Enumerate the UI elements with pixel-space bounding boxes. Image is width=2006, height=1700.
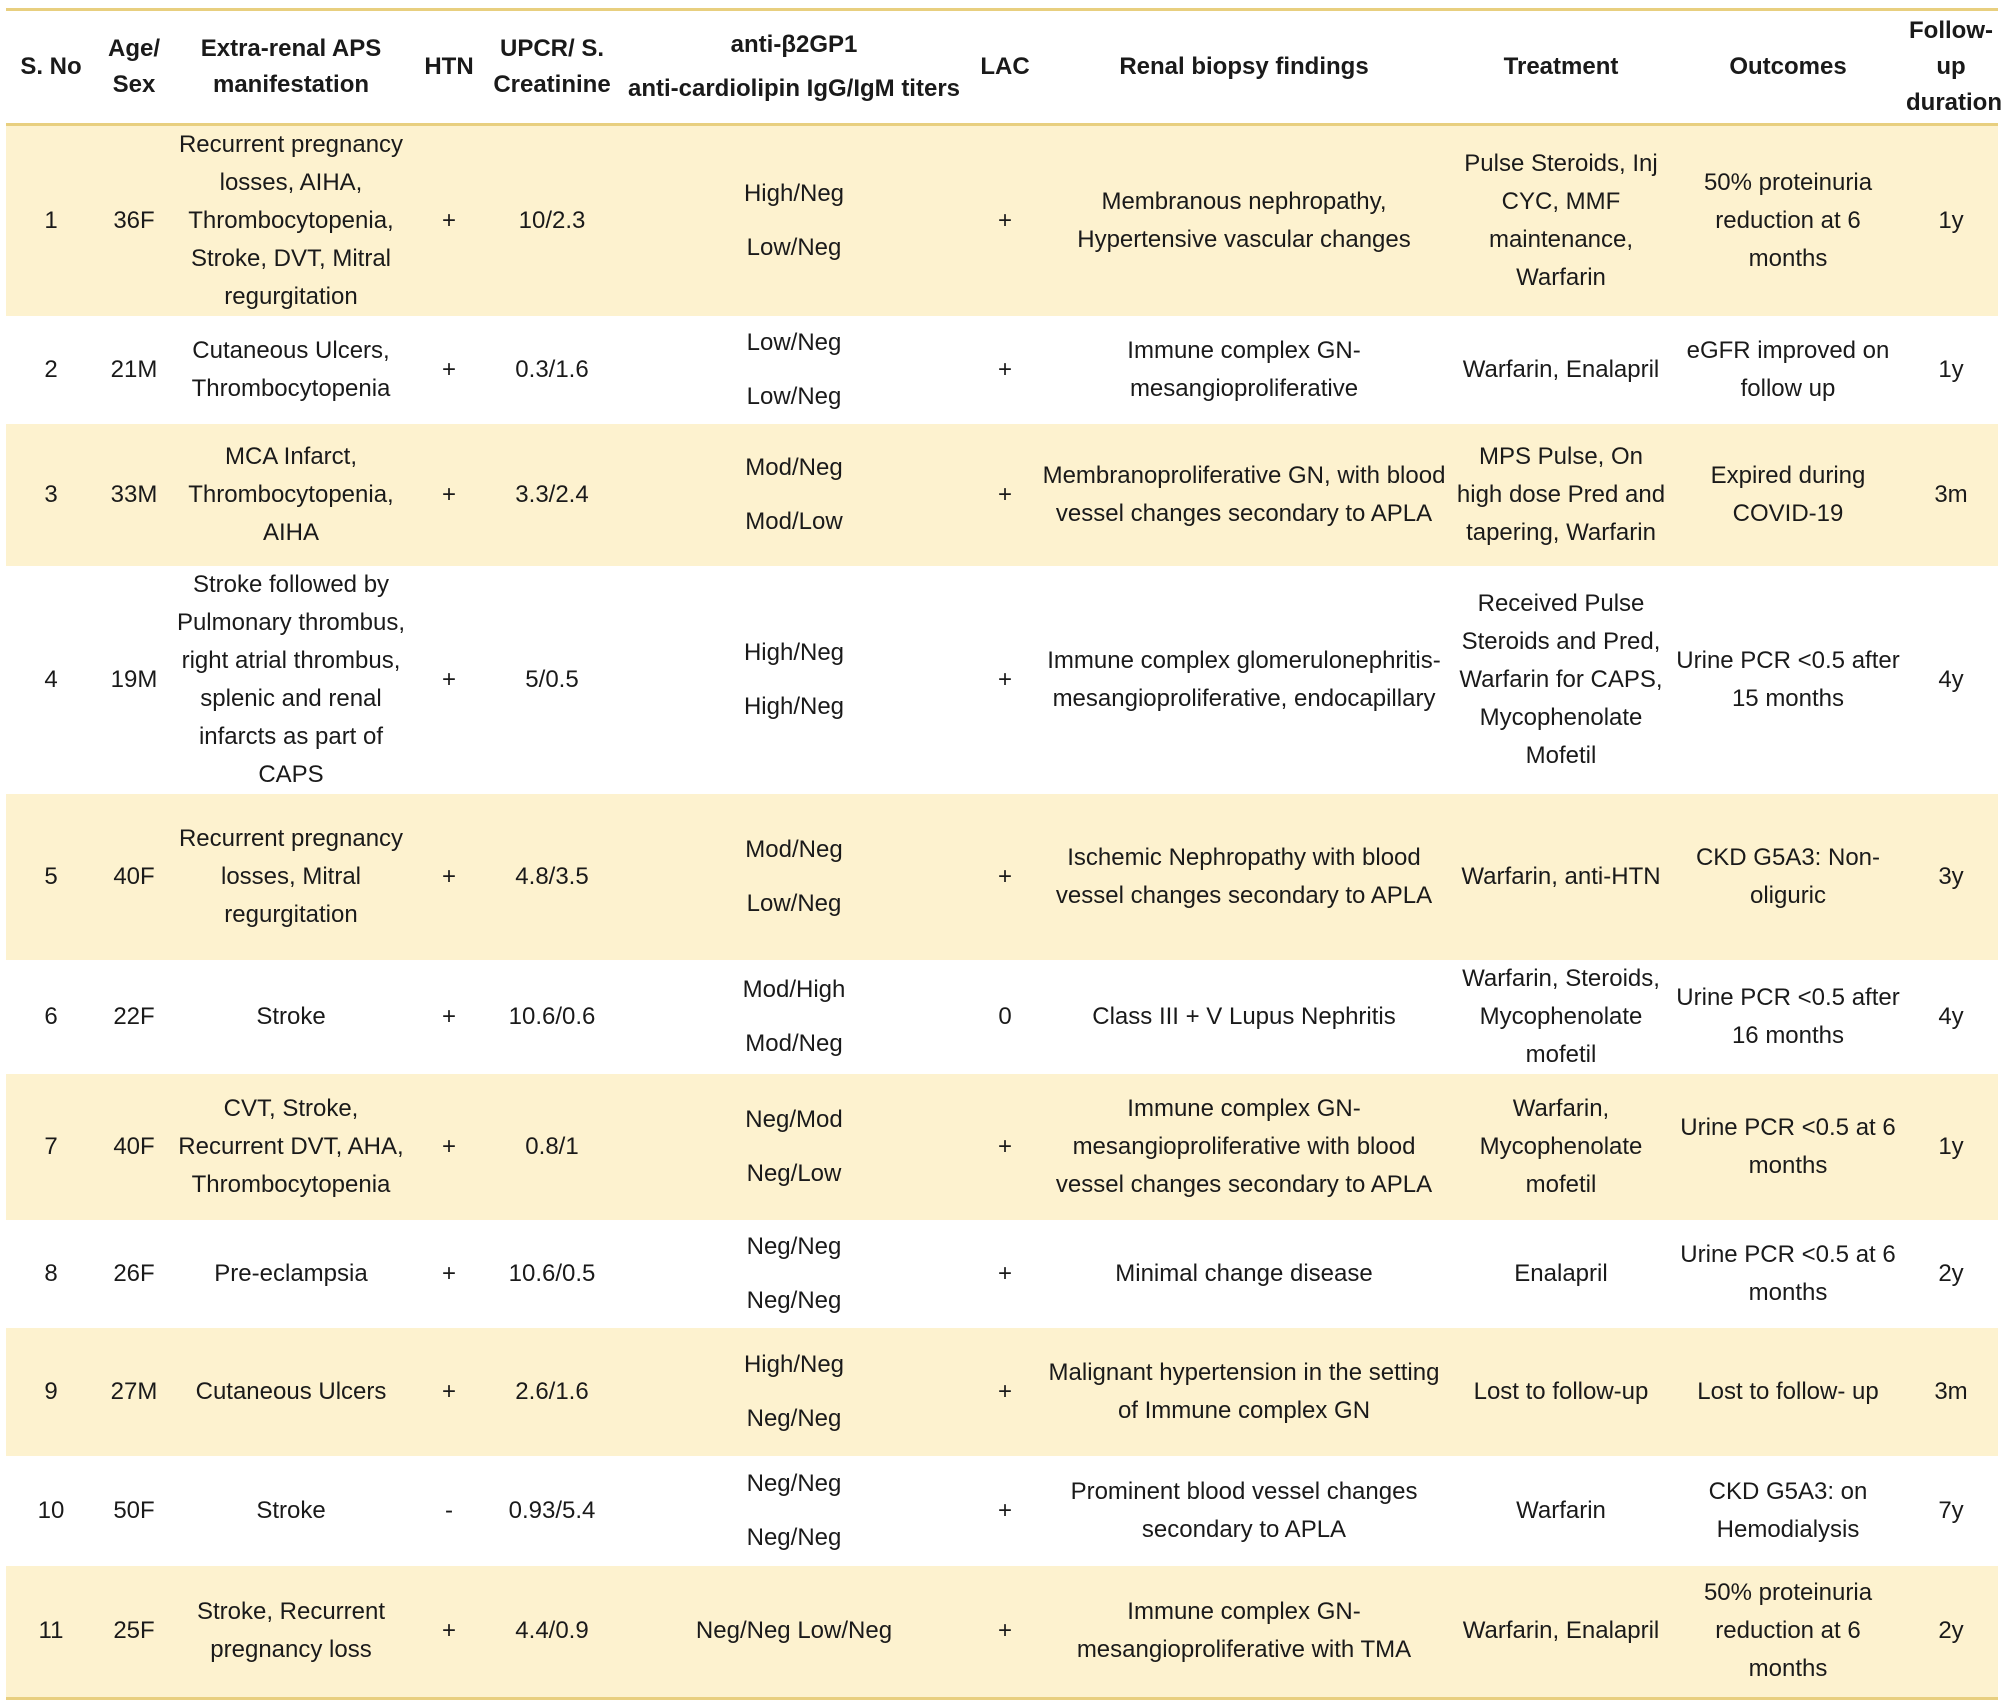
- cell-htn: -: [445, 1497, 453, 1524]
- cell-antibody: [616, 960, 972, 1074]
- cell-upcr: 0.93/5.4: [508, 1497, 596, 1524]
- table-header: [6, 10, 2002, 125]
- antibody-anticardiolipin: Mod/Neg: [745, 1030, 843, 1057]
- header-antibody-line2: anti-cardiolipin IgG/IgM titers: [627, 75, 960, 102]
- cell-treatment: Warfarin, Enalapril: [1450, 1566, 1672, 1698]
- cell-lac: +: [997, 356, 1012, 383]
- cell-treatment: Warfarin, Enalapril: [1462, 356, 1660, 383]
- antibody-anticardiolipin: Neg/Low: [746, 1160, 842, 1187]
- table-row: [6, 1074, 1998, 1220]
- cell-biopsy: Immune complex GN- mesangioproliferative with blood vessel changes secondary to APLA: [1038, 1074, 1450, 1220]
- cell-upcr: 3.3/2.4: [488, 424, 616, 566]
- cell-antibody: [616, 316, 972, 424]
- cell-lac: +: [997, 1497, 1012, 1524]
- antibody-anticardiolipin: Neg/Neg: [746, 1405, 842, 1432]
- cell-sno: 10: [37, 1497, 65, 1524]
- cell-htn: +: [441, 1003, 456, 1030]
- table-row: [6, 960, 1998, 1074]
- cell-lac: +: [997, 1260, 1012, 1287]
- cell-antibody: [616, 1220, 972, 1328]
- cell-extra-renal: Stroke: [256, 1497, 326, 1524]
- cell-outcome: Urine PCR <0.5 after 15 months: [1676, 647, 1900, 712]
- cell-htn: +: [410, 424, 488, 566]
- cell-htn: +: [410, 1566, 488, 1698]
- header-antibody: [616, 10, 972, 125]
- cell-lac: +: [972, 424, 1038, 566]
- cell-biopsy: Immune complex GN- mesangioproliferative: [1127, 337, 1361, 402]
- cell-followup: 1y: [1938, 356, 1964, 383]
- antibody-anticardiolipin: Low/Neg: [746, 383, 842, 410]
- antibody-beta2gp1: High/Neg: [743, 1351, 845, 1378]
- cell-age-sex: 33M: [96, 424, 172, 566]
- cell-antibody: [616, 794, 972, 960]
- cell-htn: +: [441, 666, 456, 693]
- cell-followup: 7y: [1938, 1497, 1964, 1524]
- cell-htn: +: [410, 1074, 488, 1220]
- cell-extra-renal: Pre-eclampsia: [214, 1260, 368, 1287]
- cell-outcome: Lost to follow- up: [1672, 1328, 1904, 1456]
- cell-age-sex: 25F: [96, 1566, 172, 1698]
- cell-lac: +: [997, 666, 1012, 693]
- header-followup: Follow-up duration: [1906, 17, 2002, 116]
- cell-extra-renal: Stroke followed by Pulmonary thrombus, right atrial thrombus, splenic and renal infarcts as part of CAPS: [176, 571, 406, 788]
- cell-lac: +: [972, 1328, 1038, 1456]
- cell-treatment: Received Pulse Steroids and Pred, Warfarin for CAPS, Mycophenolate Mofetil: [1459, 590, 1663, 769]
- antibody-beta2gp1: Neg/Neg: [746, 1233, 842, 1260]
- cell-extra-renal: Recurrent pregnancy losses, AIHA, Thrombocytopenia, Stroke, DVT, Mitral regurgitation: [172, 125, 410, 317]
- cell-biopsy: Immune complex GN- mesangioproliferative with TMA: [1038, 1566, 1450, 1698]
- cell-sno: 3: [6, 424, 96, 566]
- cell-outcome: 50% proteinuria reduction at 6 months: [1672, 1566, 1904, 1698]
- cell-upcr: 2.6/1.6: [488, 1328, 616, 1456]
- antibody-beta2gp1: Mod/Neg: [745, 454, 843, 481]
- table-row: [6, 1220, 1998, 1328]
- cell-extra-renal: Stroke: [256, 1003, 326, 1030]
- cell-outcome: eGFR improved on follow up: [1686, 337, 1890, 402]
- cell-antibody: [616, 1456, 972, 1566]
- header-sno: S. No: [20, 53, 82, 80]
- cell-followup: 1y: [1904, 1074, 1998, 1220]
- cell-lac: 0: [998, 1003, 1012, 1030]
- aps-nephropathy-table: [6, 8, 2002, 1700]
- cell-biopsy: Class III + V Lupus Nephritis: [1092, 1003, 1396, 1030]
- cell-followup: 4y: [1938, 1003, 1964, 1030]
- cell-treatment: Pulse Steroids, Inj CYC, MMF maintenance, Warfarin: [1450, 125, 1672, 317]
- cell-age-sex: 19M: [110, 666, 158, 693]
- cell-upcr: 0.8/1: [488, 1074, 616, 1220]
- cell-biopsy: Malignant hypertension in the setting of Immune complex GN: [1038, 1328, 1450, 1456]
- cell-outcome: Urine PCR <0.5 at 6 months: [1680, 1241, 1896, 1306]
- cell-extra-renal: Cutaneous Ulcers: [172, 1328, 410, 1456]
- cell-outcome: CKD G5A3: Non-oliguric: [1672, 794, 1904, 960]
- antibody-beta2gp1: Mod/High: [742, 976, 846, 1003]
- antibody-beta2gp1: Low/Neg: [746, 329, 842, 356]
- antibody-beta2gp1: Mod/Neg: [745, 836, 843, 863]
- table-row: [6, 1328, 1998, 1456]
- cell-treatment: Warfarin, anti-HTN: [1450, 794, 1672, 960]
- cell-biopsy: Membranous nephropathy, Hypertensive vascular changes: [1038, 125, 1450, 317]
- antibody-beta2gp1: High/Neg: [743, 639, 845, 666]
- cell-htn: +: [441, 356, 456, 383]
- cell-upcr: 4.4/0.9: [488, 1566, 616, 1698]
- cell-extra-renal: MCA Infarct, Thrombocytopenia, AIHA: [172, 424, 410, 566]
- cell-followup: 3m: [1904, 424, 1998, 566]
- cell-sno: 6: [44, 1003, 58, 1030]
- header-htn: HTN: [424, 53, 474, 80]
- cell-extra-renal: CVT, Stroke, Recurrent DVT, AHA, Thrombocytopenia: [172, 1074, 410, 1220]
- cell-htn: +: [410, 1328, 488, 1456]
- cell-treatment: Warfarin, Steroids, Mycophenolate mofetil: [1462, 965, 1660, 1068]
- antibody-anticardiolipin: Neg/Neg: [746, 1287, 842, 1314]
- cell-sno: 5: [6, 794, 96, 960]
- cell-lac: +: [972, 1566, 1038, 1698]
- cell-followup: 3y: [1904, 794, 1998, 960]
- cell-age-sex: 21M: [110, 356, 158, 383]
- header-age-sex: Age/ Sex: [107, 35, 160, 98]
- header-extra-renal: Extra-renal APS manifestation: [200, 35, 382, 98]
- header-row: [6, 10, 1998, 125]
- cell-sno: 8: [44, 1260, 58, 1287]
- cell-followup: 1y: [1904, 125, 1998, 317]
- cell-outcome: Expired during COVID-19: [1672, 424, 1904, 566]
- cell-age-sex: 40F: [96, 794, 172, 960]
- antibody-beta2gp1: Neg/Neg: [695, 1617, 791, 1645]
- cell-biopsy: Ischemic Nephropathy with blood vessel changes secondary to APLA: [1038, 794, 1450, 960]
- cell-lac: +: [972, 794, 1038, 960]
- antibody-anticardiolipin: High/Neg: [743, 693, 845, 720]
- cell-htn: +: [441, 1260, 456, 1287]
- table-container: [6, 8, 2002, 1700]
- cell-followup: 2y: [1904, 1566, 1998, 1698]
- cell-outcome: 50% proteinuria reduction at 6 months: [1672, 125, 1904, 317]
- cell-upcr: 10.6/0.6: [508, 1003, 596, 1030]
- table-row: [6, 1566, 1998, 1698]
- cell-htn: +: [410, 125, 488, 317]
- table-row: [6, 125, 1998, 317]
- table-row: [6, 794, 1998, 960]
- antibody-anticardiolipin: Mod/Low: [745, 508, 843, 535]
- cell-sno: 1: [6, 125, 96, 317]
- cell-treatment: Enalapril: [1514, 1260, 1608, 1287]
- cell-sno: 9: [6, 1328, 96, 1456]
- cell-age-sex: 26F: [113, 1260, 155, 1287]
- antibody-anticardiolipin: Low/Neg: [746, 234, 842, 261]
- antibody-beta2gp1: Neg/Neg: [746, 1470, 842, 1497]
- cell-followup: 3m: [1904, 1328, 1998, 1456]
- cell-outcome: CKD G5A3: on Hemodialysis: [1708, 1478, 1868, 1543]
- header-treatment: Treatment: [1503, 53, 1619, 80]
- antibody-anticardiolipin: Low/Neg: [746, 890, 842, 917]
- cell-biopsy: Prominent blood vessel changes secondary to APLA: [1070, 1478, 1418, 1543]
- cell-sno: 7: [6, 1074, 96, 1220]
- table-row: [6, 1456, 1998, 1566]
- table-body: [6, 125, 1998, 1699]
- cell-upcr: 0.3/1.6: [515, 356, 589, 383]
- antibody-beta2gp1: Neg/Mod: [745, 1106, 843, 1133]
- cell-outcome: Urine PCR <0.5 after 16 months: [1676, 984, 1900, 1049]
- cell-sno: 2: [44, 356, 58, 383]
- cell-age-sex: 22F: [113, 1003, 155, 1030]
- cell-treatment: Warfarin: [1516, 1497, 1606, 1524]
- cell-outcome: Urine PCR <0.5 at 6 months: [1672, 1074, 1904, 1220]
- header-lac: LAC: [980, 53, 1030, 80]
- cell-biopsy: Immune complex glomerulonephritis- mesangioproliferative, endocapillary: [1047, 647, 1441, 712]
- cell-htn: +: [410, 794, 488, 960]
- cell-age-sex: 27M: [96, 1328, 172, 1456]
- cell-biopsy: Minimal change disease: [1115, 1260, 1373, 1287]
- antibody-anticardiolipin: Neg/Neg: [746, 1524, 842, 1551]
- cell-antibody: [616, 1328, 972, 1456]
- cell-upcr: 5/0.5: [525, 666, 579, 693]
- header-upcr: UPCR/ S. Creatinine: [493, 35, 611, 98]
- cell-extra-renal: Stroke, Recurrent pregnancy loss: [172, 1566, 410, 1698]
- antibody-beta2gp1: High/Neg: [743, 180, 845, 207]
- cell-treatment: MPS Pulse, On high dose Pred and tapering, Warfarin: [1450, 424, 1672, 566]
- cell-upcr: 4.8/3.5: [488, 794, 616, 960]
- cell-followup: 4y: [1938, 666, 1964, 693]
- cell-upcr: 10/2.3: [488, 125, 616, 317]
- cell-age-sex: 40F: [96, 1074, 172, 1220]
- cell-antibody: [616, 1074, 972, 1220]
- cell-followup: 2y: [1938, 1260, 1964, 1287]
- cell-sno: 4: [44, 666, 58, 693]
- table-row: [6, 566, 1998, 794]
- cell-antibody: [616, 125, 972, 317]
- cell-lac: +: [972, 125, 1038, 317]
- cell-extra-renal: Recurrent pregnancy losses, Mitral regurgitation: [172, 794, 410, 960]
- cell-sno: 11: [6, 1566, 96, 1698]
- header-biopsy: Renal biopsy findings: [1119, 53, 1369, 80]
- antibody-anticardiolipin: Low/Neg: [797, 1617, 893, 1645]
- cell-age-sex: 50F: [113, 1497, 155, 1524]
- cell-age-sex: 36F: [96, 125, 172, 317]
- cell-lac: +: [972, 1074, 1038, 1220]
- header-outcomes: Outcomes: [1729, 53, 1847, 80]
- cell-antibody: [616, 566, 972, 794]
- header-antibody-line1: anti-β2GP1: [730, 31, 858, 58]
- cell-antibody: [616, 1566, 972, 1698]
- cell-treatment: Warfarin, Mycophenolate mofetil: [1450, 1074, 1672, 1220]
- cell-biopsy: Membranoproliferative GN, with blood vessel changes secondary to APLA: [1038, 424, 1450, 566]
- cell-upcr: 10.6/0.5: [508, 1260, 596, 1287]
- table-row: [6, 316, 1998, 424]
- cell-extra-renal: Cutaneous Ulcers, Thrombocytopenia: [191, 337, 391, 402]
- cell-treatment: Lost to follow-up: [1450, 1328, 1672, 1456]
- table-row: [6, 424, 1998, 566]
- cell-antibody: [616, 424, 972, 566]
